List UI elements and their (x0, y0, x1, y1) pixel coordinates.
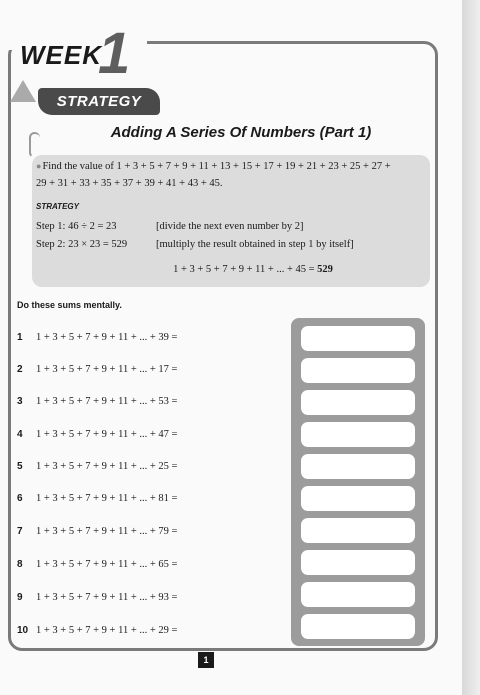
hook-decoration-icon (29, 132, 40, 158)
week-label: WEEK (20, 40, 102, 70)
question-row (17, 625, 177, 636)
answer-box-6[interactable] (301, 486, 415, 511)
question-line-1: Find the value of 1 + 3 + 5 + 7 + 9 + 11 + 13 + 15 + 17 + 19 + 21 + 23 + 25 + 27 + (42, 161, 391, 172)
question-number: 10 (17, 625, 29, 636)
question-row (17, 332, 177, 343)
strategy-step-1 (36, 221, 304, 232)
question-row (17, 396, 177, 407)
question-expression: 1 + 3 + 5 + 7 + 9 + 11 + ... + 47 = (36, 429, 178, 440)
question-expression: 1 + 3 + 5 + 7 + 9 + 11 + ... + 81 = (36, 493, 178, 504)
result-value: 529 (317, 264, 333, 275)
question-row (17, 461, 177, 472)
question-number: 1 (17, 332, 23, 343)
question-number: 2 (17, 364, 23, 375)
answer-box-9[interactable] (301, 582, 415, 607)
question-expression: 1 + 3 + 5 + 7 + 9 + 11 + ... + 39 = (36, 332, 178, 343)
question-expression: 1 + 3 + 5 + 7 + 9 + 11 + ... + 93 = (36, 592, 178, 603)
answer-box-7[interactable] (301, 518, 415, 543)
question-row (17, 526, 177, 537)
question-row (17, 493, 177, 504)
strategy-step-2 (36, 239, 354, 250)
question-line-2: 29 + 31 + 33 + 35 + 37 + 39 + 41 + 43 + 45. (36, 178, 223, 189)
answer-box-8[interactable] (301, 550, 415, 575)
question-row (17, 364, 177, 375)
step-label: Step 2: 23 × 23 = 529 (36, 239, 128, 250)
answer-box-4[interactable] (301, 422, 415, 447)
question-expression: 1 + 3 + 5 + 7 + 9 + 11 + ... + 17 = (36, 364, 178, 375)
triangle-decoration-icon (10, 80, 36, 102)
question-number: 4 (17, 429, 23, 440)
page-edge-shadow (462, 0, 480, 695)
question-row (17, 559, 177, 570)
strategy-heading: STRATEGY (36, 202, 79, 211)
page-title: Adding A Series Of Numbers (Part 1) (110, 124, 372, 141)
step-note: [divide the next even number by 2] (156, 221, 304, 232)
answer-box-3[interactable] (301, 390, 415, 415)
question-number: 9 (17, 592, 23, 603)
question-expression: 1 + 3 + 5 + 7 + 9 + 11 + ... + 79 = (36, 526, 178, 537)
answer-box-10[interactable] (301, 614, 415, 639)
example-result (0, 264, 462, 275)
question-number: 6 (17, 493, 23, 504)
answer-box-5[interactable] (301, 454, 415, 479)
bullet-icon: ● (36, 161, 42, 171)
question-row (17, 592, 177, 603)
answer-box-1[interactable] (301, 326, 415, 351)
question-expression: 1 + 3 + 5 + 7 + 9 + 11 + ... + 53 = (36, 396, 178, 407)
exercise-instructions: Do these sums mentally. (17, 300, 122, 310)
page-number: 1 (198, 652, 214, 668)
question-number: 8 (17, 559, 23, 570)
question-row (17, 429, 177, 440)
example-question (36, 158, 422, 192)
question-expression: 1 + 3 + 5 + 7 + 9 + 11 + ... + 29 = (36, 625, 178, 636)
question-number: 3 (17, 396, 23, 407)
question-number: 5 (17, 461, 23, 472)
question-expression: 1 + 3 + 5 + 7 + 9 + 11 + ... + 25 = (36, 461, 178, 472)
step-note: [multiply the result obtained in step 1 by itself] (156, 239, 354, 250)
result-expression: 1 + 3 + 5 + 7 + 9 + 11 + ... + 45 = (173, 264, 315, 275)
question-expression: 1 + 3 + 5 + 7 + 9 + 11 + ... + 65 = (36, 559, 178, 570)
section-banner: STRATEGY (38, 88, 160, 115)
step-label: Step 1: 46 ÷ 2 = 23 (36, 221, 117, 232)
answer-box-2[interactable] (301, 358, 415, 383)
question-number: 7 (17, 526, 23, 537)
week-number: 1 (98, 21, 131, 86)
